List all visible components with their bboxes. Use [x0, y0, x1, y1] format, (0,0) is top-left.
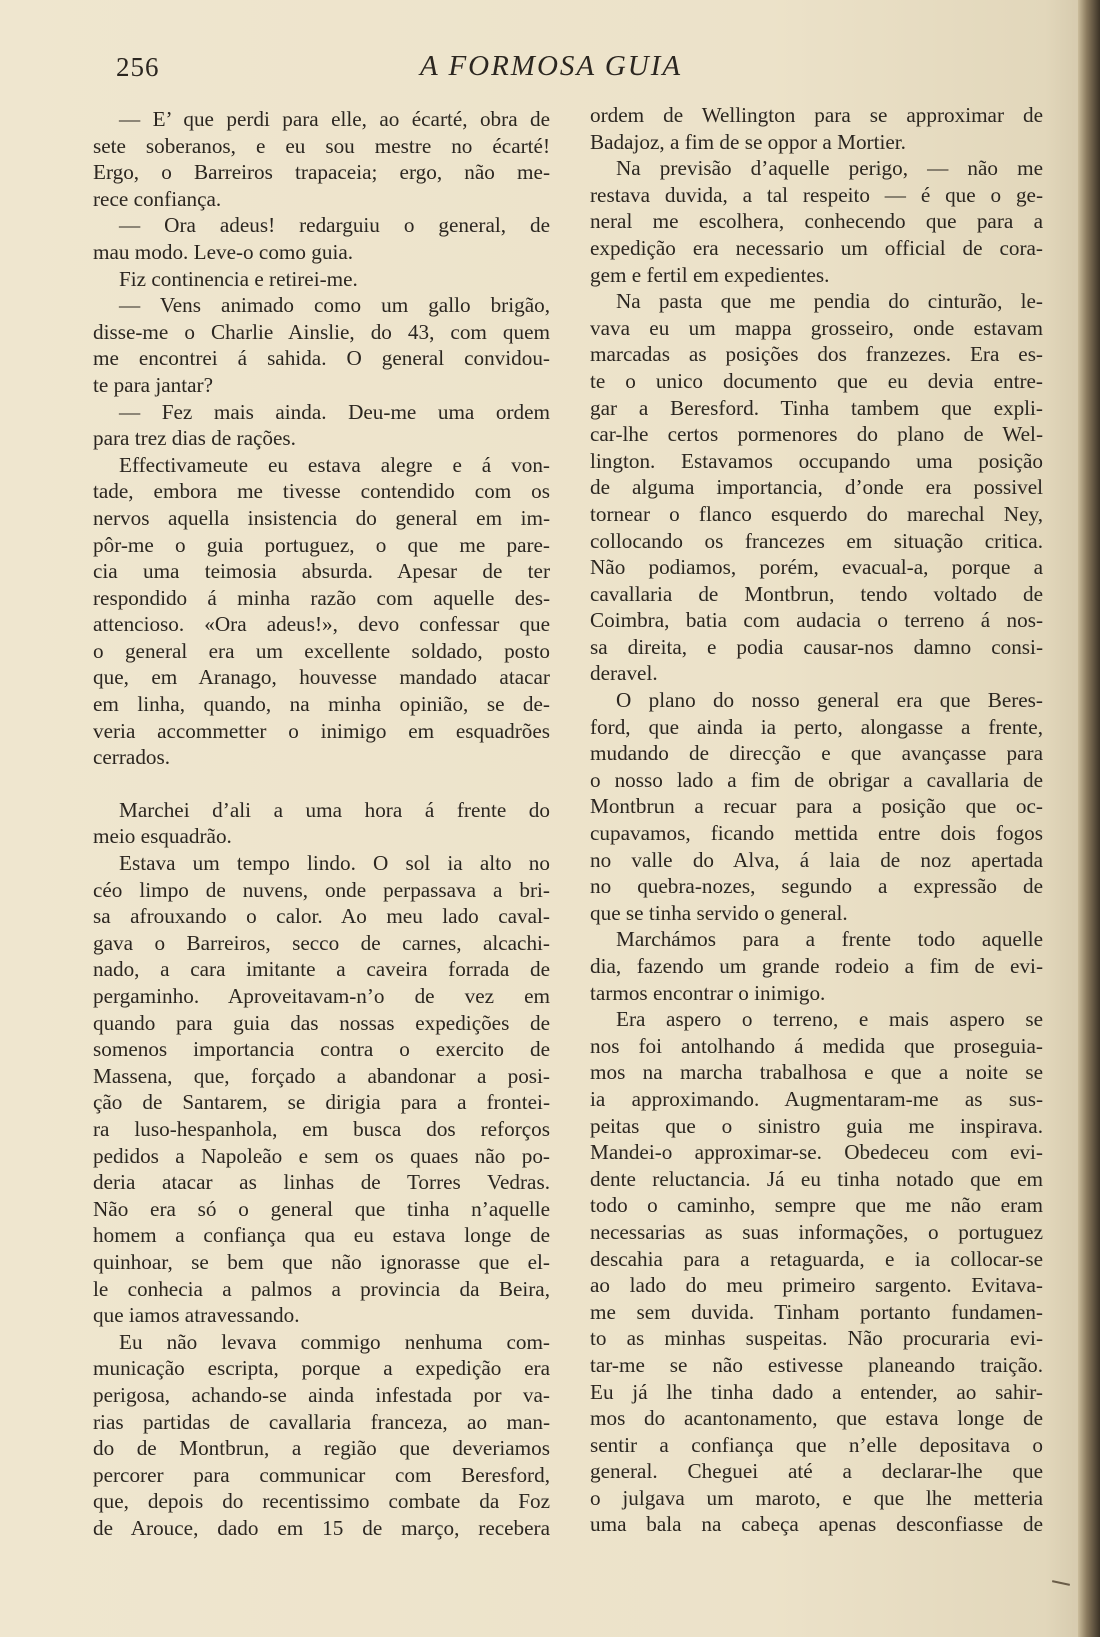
text-line: nos foi antolhando á medida que proseguia-	[590, 1033, 1043, 1058]
text-line: somenos importancia contra o exercito de	[93, 1037, 550, 1062]
text-line: te para jantar?	[93, 372, 213, 397]
text-line: do de Montbrun, a região que deveriamos	[93, 1436, 550, 1461]
text-line: restava duvida, a tal respeito — é que o ge-	[590, 182, 1043, 207]
text-line: Marchámos para a frente todo aquelle	[616, 927, 1043, 952]
text-line: sa afrouxando o calor. Ao meu lado caval-	[93, 904, 550, 929]
text-line: lington. Estavamos occupando uma posição	[590, 448, 1043, 473]
text-line: pôr-me o guia portuguez, o que me pare-	[93, 532, 550, 557]
text-line: mau modo. Leve-o como guia.	[93, 239, 354, 264]
text-line: tar-me se não estivesse planeando traição.	[590, 1352, 1043, 1377]
text-line: — E’ que perdi para elle, ao écarté, obra de	[119, 107, 550, 131]
text-line: meio esquadrão.	[93, 824, 232, 849]
text-line: o general era um excellente soldado, posto	[93, 638, 550, 663]
text-line: nervos aquella insistencia do general em im-	[93, 505, 550, 530]
text-line: sete soberanos, e eu sou mestre no écarté!	[93, 133, 550, 158]
text-line: descahia para a retaguarda, e ia collocar-se	[590, 1246, 1043, 1271]
text-line: Na pasta que me pendia do cinturão, le-	[616, 289, 1043, 314]
text-line: vava eu um mappa grosseiro, onde estavam	[590, 315, 1043, 340]
text-line: que, depois do recentissimo combate da Foz	[93, 1489, 550, 1514]
text-line: pergaminho. Aproveitavam-n’o de vez em	[93, 984, 550, 1008]
margin-mark	[1052, 1580, 1070, 1586]
text-line: ford, que ainda ia perto, alongasse a frente,	[590, 714, 1043, 739]
left-text-column	[93, 106, 550, 1541]
text-line: ao lado do meu primeiro sargento. Evitava-	[590, 1273, 1043, 1298]
text-line: rias partidas de cavallaria franceza, ao man-	[93, 1409, 550, 1434]
text-line: dia, fazendo um grande rodeio a fim de evi-	[590, 954, 1043, 978]
text-line: car-lhe certos pormenores do plano de Wel-	[590, 422, 1043, 447]
text-line: o nosso lado a fim de obrigar a cavallaria de	[590, 767, 1043, 792]
text-line: Estava um tempo lindo. O sol ia alto no	[119, 851, 550, 876]
text-line: deravel.	[590, 661, 658, 686]
text-line: Eu já lhe tinha dado a entender, ao sahir-	[590, 1379, 1043, 1404]
text-line: expedição era necessario um official de cora-	[590, 235, 1043, 260]
text-line: de Arouce, dado em 15 de março, recebera	[93, 1515, 550, 1540]
text-line: Fiz continencia e retirei-me.	[119, 266, 358, 291]
text-line: Na previsão d’aquelle perigo, — não me	[616, 156, 1043, 181]
text-line: ia approximando. Augmentaram-me as sus-	[590, 1086, 1043, 1111]
page-header	[0, 50, 1060, 94]
text-line: sa direita, e podia causar-nos damno consi-	[590, 634, 1043, 659]
text-line: mos na marcha trabalhosa e que a noite se	[590, 1060, 1043, 1085]
text-line: cia uma teimosia absurda. Apesar de ter	[93, 559, 550, 584]
text-line: attencioso. «Ora adeus!», devo confessar que	[93, 612, 550, 637]
text-line: em linha, quando, na minha opinião, se de-	[93, 692, 550, 717]
text-line: mudando de direcção e que avançasse para	[590, 741, 1043, 766]
text-line: Ergo, o Barreiros trapaceia; ergo, não me-	[93, 160, 550, 185]
text-line: Badajoz, a fim de se oppor a Mortier.	[590, 129, 906, 154]
running-title: A FORMOSA GUIA	[420, 50, 683, 82]
text-line: todo o caminho, sempre que me não eram	[590, 1193, 1043, 1218]
text-line: Coimbra, batia com audacia o terreno á nos-	[590, 608, 1043, 633]
text-line: céo limpo de nuvens, onde perpassava a bri-	[93, 877, 550, 902]
text-line: te o unico documento que eu devia entre-	[590, 368, 1043, 393]
text-line: municação escripta, porque a expedição era	[93, 1356, 550, 1381]
text-line: peitas que o sinistro guia me inspirava.	[590, 1113, 1043, 1138]
text-line: veria accommetter o inimigo em esquadrões	[93, 718, 550, 743]
text-line: gava o Barreiros, secco de carnes, alcachi-	[93, 930, 550, 955]
text-line: me encontrei á sahida. O general convidou-	[93, 346, 550, 371]
text-line: homem a confiança qua eu estava longe de	[93, 1223, 550, 1248]
text-line: perigosa, achando-se ainda infestada por va-	[93, 1382, 550, 1407]
text-line: percorer para communicar com Beresford,	[93, 1462, 550, 1487]
text-line: to as minhas suspeitas. Não procuraria evi-	[590, 1326, 1043, 1351]
text-line: quando para guia das nossas expedições de	[93, 1010, 550, 1035]
text-line: ra luso-hespanhola, em busca dos reforços	[93, 1116, 550, 1141]
text-line: deria atacar as linhas de Torres Vedras.	[93, 1170, 550, 1195]
text-line: que, em Aranago, houvesse mandado atacar	[93, 665, 550, 690]
text-line: — Fez mais ainda. Deu-me uma ordem	[119, 399, 550, 424]
text-line: nado, a cara imitante a caveira forrada de	[93, 957, 550, 982]
book-spine-shadow	[1078, 0, 1100, 1637]
text-line: uma bala na cabeça apenas desconfiasse de	[590, 1512, 1043, 1537]
page-number: 256	[116, 52, 160, 82]
text-line: cerrados.	[93, 745, 171, 770]
text-line: ordem de Wellington para se approximar de	[590, 103, 1043, 127]
text-line: neral me escolhera, conhecendo que para a	[590, 209, 1043, 234]
text-line: que iamos atravessando.	[93, 1303, 300, 1328]
text-line: me sem duvida. Tinham portanto fundamen-	[590, 1299, 1043, 1324]
text-line: no quebra-nozes, segundo a expressão de	[590, 874, 1043, 899]
text-line: respondido á minha razão com aquelle des-	[93, 585, 550, 610]
text-line: gem e fertil em expedientes.	[590, 262, 830, 287]
text-line: Não podiamos, porém, evacual-a, porque a	[590, 555, 1043, 580]
text-line: Eu não levava commigo nenhuma com-	[119, 1329, 550, 1354]
text-line: Marchei d’ali a uma hora á frente do	[119, 797, 550, 822]
text-line: cavallaria de Montbrun, tendo voltado de	[590, 581, 1043, 606]
text-line: o julgava um maroto, e que lhe metteria	[590, 1485, 1043, 1510]
text-line: Montbrun a recuar para a posição que oc-	[590, 794, 1043, 819]
text-line: O plano do nosso general era que Beres-	[616, 688, 1043, 713]
text-line: que se tinha servido o general.	[590, 900, 848, 925]
text-line: no valle do Alva, á laia de noz apertada	[590, 847, 1043, 872]
text-line: quinhoar, se bem que não ignorasse que el-	[93, 1249, 550, 1274]
text-line: gar a Beresford. Tinha tambem que expli-	[590, 395, 1043, 420]
text-line: Massena, que, forçado a abandonar a posi-	[93, 1063, 550, 1088]
text-line: tarmos encontrar o inimigo.	[590, 980, 826, 1005]
text-line: — Ora adeus! redarguiu o general, de	[119, 213, 550, 238]
text-line: marcadas as posições dos franzezes. Era es-	[590, 342, 1043, 367]
text-line: dente reluctancia. Já eu tinha notado que em	[590, 1166, 1043, 1191]
text-line: rece confiança.	[93, 186, 222, 211]
text-line: pedidos a Napoleão e sem os quaes não po-	[93, 1143, 550, 1168]
text-line: Effectivameute eu estava alegre e á von-	[119, 452, 550, 477]
text-line: Não era só o general que tinha n’aquelle	[93, 1196, 550, 1221]
text-line: Mandei-o approximar-se. Obedeceu com evi-	[590, 1140, 1043, 1165]
text-line: Era aspero o terreno, e mais aspero se	[616, 1007, 1043, 1032]
text-line: tornear o flanco esquerdo do marechal Ney,	[590, 501, 1043, 526]
text-line: — Vens animado como um gallo brigão,	[119, 293, 550, 318]
text-line: sentir a confiança que n’elle depositava o	[590, 1432, 1043, 1457]
text-line: de alguma importancia, d’onde era possivel	[590, 475, 1043, 500]
text-line: disse-me o Charlie Ainslie, do 43, com quem	[93, 319, 550, 344]
text-line: collocando os francezes em situação critica.	[590, 528, 1043, 553]
text-line: necessarias as suas informações, o portuguez	[590, 1219, 1043, 1244]
text-line: cupavamos, ficando mettida entre dois fogos	[590, 821, 1043, 846]
right-text-column	[590, 102, 1043, 1538]
text-line: mos do acantonamento, que estava longe de	[590, 1406, 1043, 1431]
text-line: ção de Santarem, se dirigia para a frontei-	[93, 1090, 550, 1115]
text-line: general. Cheguei até a declarar-lhe que	[590, 1459, 1043, 1484]
text-line: tade, embora me tivesse contendido com os	[93, 479, 550, 504]
paragraph-gap	[93, 771, 550, 797]
text-line: para trez dias de rações.	[93, 426, 296, 451]
text-line: le conhecia a palmos a provincia da Beira,	[93, 1276, 550, 1301]
